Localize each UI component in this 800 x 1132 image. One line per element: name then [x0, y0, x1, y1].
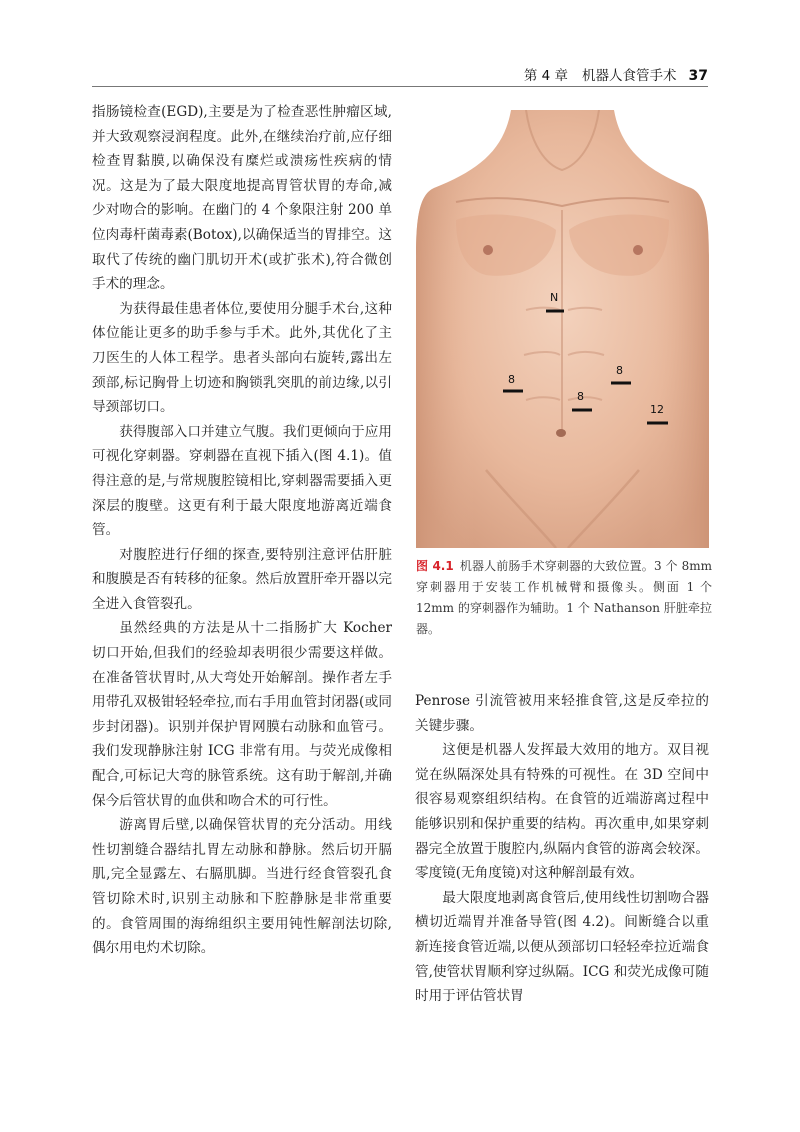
header-rule — [92, 86, 708, 87]
chapter-number: 第 4 章 — [523, 68, 569, 84]
marker-label: N — [550, 291, 559, 304]
paragraph: 这便是机器人发挥最大效用的地方。双目视觉在纵隔深处具有特殊的可视性。在 3D 空间中很容易观察组织结构。在食管的近端游离过程中能够识别和保护重要的结构。再次重申,如果穿刺器完全放置于腹腔内,纵隔内食管的游离会较深。零度镜(无角度镜)对这种解剖最有效。 — [415, 742, 709, 882]
torso-illustration — [416, 110, 709, 548]
torso-figure — [416, 110, 709, 548]
marker-label: 8 — [616, 364, 623, 377]
figure-label: 图 4.1 — [416, 559, 454, 573]
paragraph: Penrose 引流管被用来轻推食管,这是反牵拉的关键步骤。 — [415, 693, 709, 734]
paragraph: 最大限度地剥离食管后,使用线性切割吻合器横切近端胃并准备导管(图 4.2)。间断缝合以重新连接食管近端,以便从颈部切口轻轻牵拉近端食管,使管状胃顺利穿过纵隔。ICG 和荧光成像可随时用于评估管状胃 — [415, 889, 709, 1005]
paragraph: 对腹腔进行仔细的探查,要特别注意评估肝脏和腹膜是否有转移的征象。然后放置肝牵开器以完全进入食管裂孔。 — [92, 546, 392, 612]
figure-caption — [416, 556, 712, 640]
paragraph: 获得腹部入口并建立气腹。我们更倾向于应用可视化穿刺器。穿刺器在直视下插入(图 4.1)。值得注意的是,与常规腹腔镜相比,穿刺器需要插入更深层的腹壁。这更有利于最大限度地游离近端食管。 — [92, 423, 392, 539]
paragraph: 虽然经典的方法是从十二指肠扩大 Kocher 切口开始,但我们的经验却表明很少需要这样做。在准备管状胃时,从大弯处开始解剖。操作者左手用带孔双极钳轻轻牵拉,而右手用血管封闭器(或同步封闭器)。识别并保护胃网膜右动脉和血管弓。我们发现静脉注射 ICG 非常有用。与荧光成像相配合,可标记大弯的脉管系统。这有助于解剖,并确保今后管状胃的血供和吻合术的可行性。 — [92, 620, 392, 809]
marker-label: 8 — [508, 373, 515, 386]
paragraph: 游离胃后壁,以确保管状胃的充分活动。用线性切割缝合器结扎胃左动脉和静脉。然后切开膈肌,完全显露左、右膈肌脚。当进行经食管裂孔食管切除术时,识别主动脉和下腔静脉是非常重要的。食管周围的海绵组织主要用钝性解剖法切除,偶尔用电灼术切除。 — [92, 817, 392, 957]
marker-label: 8 — [577, 390, 584, 403]
page-number: 37 — [688, 68, 708, 84]
right-column — [415, 689, 709, 1009]
paragraph: 为获得最佳患者体位,要使用分腿手术台,这种体位能让更多的助手参与手术。此外,其优化了主刀医生的人体工程学。患者头部向右旋转,露出左颈部,标记胸骨上切迹和胸锁乳突肌的前边缘,以引导颈部切口。 — [92, 300, 392, 416]
left-column — [92, 100, 392, 961]
caption-text: 机器人前肠手术穿刺器的大致位置。3 个 8mm 穿刺器用于安装工作机械臂和摄像头。侧面 1 个 12mm 的穿刺器作为辅助。1 个 Nathanson 肝脏牵拉器。 — [416, 559, 712, 636]
marker-label: 12 — [650, 403, 664, 416]
chapter-title: 机器人食管手术 — [582, 68, 677, 84]
running-head — [524, 64, 708, 84]
paragraph: 指肠镜检查(EGD),主要是为了检查恶性肿瘤区域,并大致观察浸润程度。此外,在继续治疗前,应仔细检查胃黏膜,以确保没有糜烂或溃疡性疾病的情况。这是为了最大限度地提高胃管状胃的寿命,减少对吻合的影响。在幽门的 4 个象限注射 200 单位肉毒杆菌毒素(Botox),以确保适当的胃排空。这取代了传统的幽门肌切开术(或扩张术),符合微创手术的理念。 — [92, 104, 392, 293]
